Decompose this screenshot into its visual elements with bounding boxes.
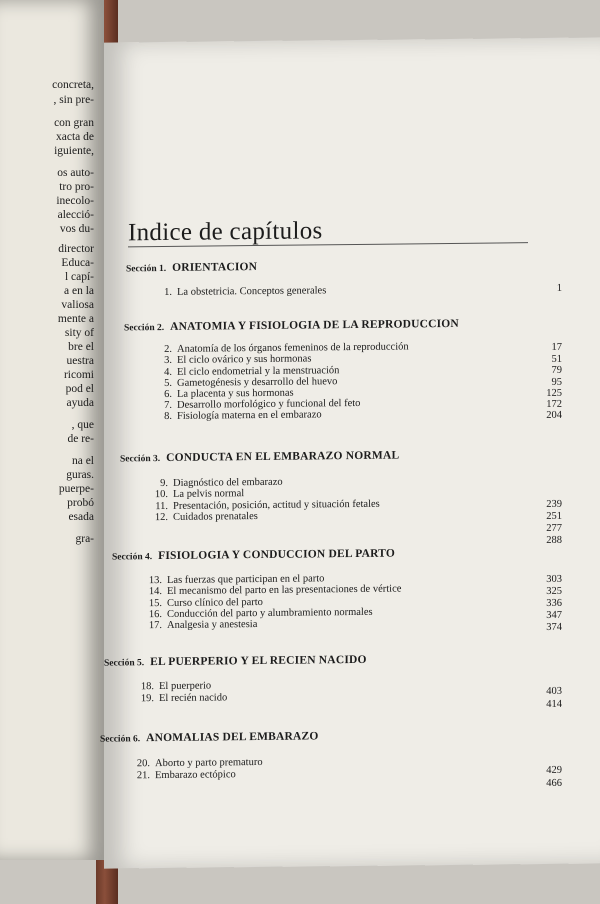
left-page-text: bre el <box>68 341 94 353</box>
chapter-entry <box>136 584 401 599</box>
chapter-number: 21. <box>136 770 150 782</box>
chapter-page: 125 <box>546 387 562 399</box>
chapter-entry <box>142 511 258 524</box>
chapter-number: 1. <box>164 286 172 298</box>
chapter-title: Embarazo ectópico <box>155 769 236 782</box>
left-page-text: de re- <box>67 433 94 445</box>
chapter-number: 2. <box>164 343 172 355</box>
chapter-title: Conducción del parto y alumbramiento normales <box>167 606 373 620</box>
section-name: FISIOLOGIA Y CONDUCCION DEL PARTO <box>158 547 395 563</box>
chapter-title: Anatomía de los órganos femeninos de la reproducción <box>177 341 409 355</box>
section-label: Sección 6. <box>100 734 141 745</box>
chapter-title: La pelvis normal <box>173 488 245 500</box>
chapter-title: Cuidados prenatales <box>173 511 258 523</box>
chapter-page: 288 <box>546 534 562 546</box>
chapter-entry <box>142 488 244 501</box>
section-label: Sección 4. <box>112 552 153 563</box>
section-heading <box>100 730 319 744</box>
section-label: Sección 2. <box>124 322 165 334</box>
left-page-text: esada <box>68 511 94 523</box>
section-heading <box>120 450 399 465</box>
left-page-text: Educa- <box>61 257 94 269</box>
chapter-number: 16. <box>148 609 162 621</box>
chapter-title: Gametogénesis y desarrollo del huevo <box>177 376 338 389</box>
chapter-number: 7. <box>164 399 172 411</box>
left-page-text: guras. <box>66 469 94 481</box>
chapter-number: 6. <box>164 388 172 400</box>
chapter-title: El ciclo ovárico y sus hormonas <box>177 353 312 366</box>
chapter-page: 239 <box>546 498 562 510</box>
section-name: EL PUERPERIO Y EL RECIEN NACIDO <box>150 653 367 669</box>
chapter-number: 8. <box>164 410 172 422</box>
left-page-text: pod el <box>65 383 94 395</box>
left-page-text: l capí- <box>64 271 94 283</box>
chapter-number: 12. <box>154 511 168 524</box>
chapter-title: Desarrollo morfológico y funcional del feto <box>177 397 361 411</box>
right-page <box>100 37 600 868</box>
section-heading <box>104 654 367 669</box>
chapter-page: 79 <box>551 364 562 376</box>
chapter-page: 251 <box>546 510 562 522</box>
left-page-text: valiosa <box>61 299 94 311</box>
chapter-number: 19. <box>140 693 154 705</box>
chapter-number: 13. <box>148 575 162 587</box>
page-title: Indice de capítulos <box>128 217 323 247</box>
left-page-text: con gran <box>54 117 94 129</box>
chapter-title: Diagnóstico del embarazo <box>173 476 283 489</box>
chapter-page: 277 <box>546 522 562 534</box>
chapter-title: Analgesia y anestesia <box>167 619 258 631</box>
chapter-page: 347 <box>546 609 562 621</box>
chapter-title: La obstetricia. Conceptos generales <box>177 285 327 298</box>
chapter-entry <box>136 619 257 632</box>
chapter-entry <box>124 757 263 770</box>
left-page-text: a en la <box>63 285 94 297</box>
section-heading <box>126 261 257 274</box>
chapter-title: Presentación, posición, actitud y situación fetales <box>173 498 380 512</box>
left-page-text: tro pro- <box>59 181 94 193</box>
section-label: Sección 5. <box>104 658 145 669</box>
chapter-page: 429 <box>546 764 562 776</box>
left-page <box>0 0 104 860</box>
chapter-number: 4. <box>164 366 172 378</box>
left-page-text: gra- <box>75 533 94 545</box>
chapter-entry <box>128 680 211 693</box>
left-page-text: , que <box>71 419 94 431</box>
section-name: ANOMALIAS DEL EMBARAZO <box>146 730 319 745</box>
chapter-title: El ciclo endometrial y la menstruación <box>177 365 340 378</box>
left-page-text: alecció- <box>57 209 94 221</box>
left-page-text: ayuda <box>66 397 94 409</box>
chapter-number: 17. <box>148 620 162 632</box>
chapter-page: 414 <box>546 698 562 710</box>
left-page-text: ricomi <box>63 369 94 381</box>
chapter-entry <box>124 769 236 782</box>
chapter-number: 18. <box>140 681 154 693</box>
chapter-page: 204 <box>546 409 562 421</box>
section-label: Sección 1. <box>126 263 167 275</box>
left-page-text: iguiente, <box>54 145 94 157</box>
chapter-page: 303 <box>546 573 562 585</box>
left-page-text: puerpe- <box>58 483 94 495</box>
chapter-title: El mecanismo del parto en las presentaciones de vértice <box>167 583 402 597</box>
left-page-text: concreta, <box>52 79 94 91</box>
chapter-title: La placenta y sus hormonas <box>177 387 294 400</box>
chapter-entry <box>146 422 177 434</box>
chapter-title: El puerperio <box>159 680 212 693</box>
chapter-page: 374 <box>546 621 562 633</box>
left-page-text: inecolo- <box>56 195 94 207</box>
chapter-number: 20. <box>136 758 150 770</box>
chapter-number: 9. <box>160 477 168 490</box>
left-page-text: vos du- <box>59 223 94 235</box>
chapter-number: 3. <box>164 354 172 366</box>
left-page-text: mente a <box>57 313 94 325</box>
left-page-text: sity of <box>64 327 94 339</box>
chapter-title: El recién nacido <box>159 692 228 705</box>
left-page-text: na el <box>71 455 94 467</box>
chapter-page: 51 <box>551 353 562 365</box>
chapter-page: 17 <box>551 341 562 353</box>
chapter-page: 336 <box>546 597 562 609</box>
chapter-number: 14. <box>148 586 162 598</box>
chapter-number: 15. <box>148 598 162 610</box>
section-heading <box>112 548 395 563</box>
section-name: ORIENTACION <box>172 261 258 274</box>
chapter-title: Curso clínico del parto <box>167 596 263 609</box>
left-page-text: director <box>58 243 94 255</box>
chapter-page: 1 <box>556 282 562 294</box>
chapter-number: 5. <box>164 377 172 389</box>
chapter-number: 11. <box>155 500 168 513</box>
section-name: ANATOMIA Y FISIOLOGIA DE LA REPRODUCCION <box>170 317 459 333</box>
chapter-page: 325 <box>546 585 562 597</box>
chapter-title: Las fuerzas que participan en el parto <box>167 573 325 586</box>
left-page-text: xacta de <box>56 131 94 143</box>
chapter-entry <box>146 285 326 299</box>
section-name: CONDUCTA EN EL EMBARAZO NORMAL <box>166 449 400 464</box>
chapter-page: 95 <box>551 376 562 388</box>
chapter-title: Aborto y parto prematuro <box>155 756 263 770</box>
chapter-page: 403 <box>546 685 562 697</box>
chapter-title: Fisiología materna en el embarazo <box>177 409 322 422</box>
left-page-text: uestra <box>66 355 94 367</box>
section-label: Sección 3. <box>120 454 161 465</box>
chapter-entry <box>128 692 227 705</box>
left-page-text: , sin pre- <box>53 94 94 106</box>
section-heading <box>124 318 459 334</box>
chapter-number: 10. <box>154 488 168 501</box>
left-page-text: os auto- <box>57 167 94 179</box>
chapter-page: 172 <box>546 398 562 410</box>
left-page-text: probó <box>67 497 94 509</box>
chapter-page: 466 <box>546 777 562 789</box>
